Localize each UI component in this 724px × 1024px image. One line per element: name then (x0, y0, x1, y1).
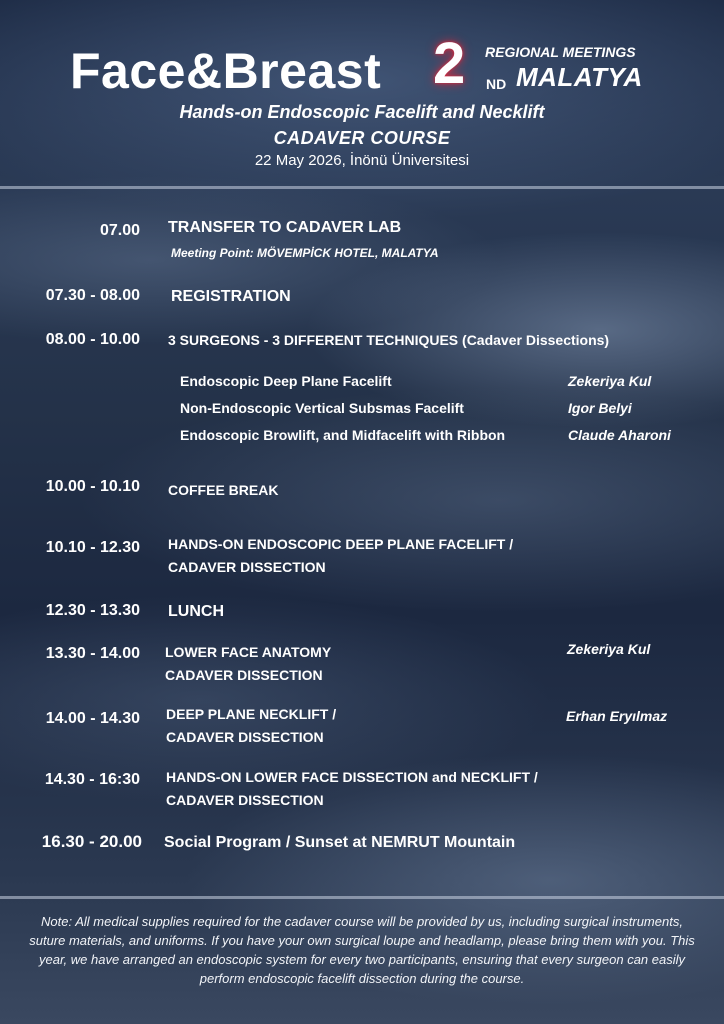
speaker-2: Igor Belyi (568, 400, 632, 416)
speaker-1: Zekeriya Kul (568, 373, 652, 389)
time-s10: 16.30 - 20.00 (41, 832, 142, 851)
title-s8-line2: CADAVER DISSECTION (166, 729, 324, 745)
logo-title: Face&Breast (70, 43, 382, 99)
course-title: CADAVER COURSE (273, 128, 451, 148)
time-s8: 14.00 - 14.30 (45, 710, 140, 727)
logo-regional: REGIONAL MEETINGS (485, 44, 636, 60)
logo-number: 2 (433, 31, 466, 96)
technique-3: Endoscopic Browlift, and Midfacelift with Ribbon (180, 427, 506, 443)
title-s7-line2: CADAVER DISSECTION (165, 667, 323, 683)
title-s7-line1: LOWER FACE ANATOMY (165, 644, 332, 660)
title-s9-line1: HANDS-ON LOWER FACE DISSECTION and NECKLIFT / (166, 769, 538, 785)
time-s6: 12.30 - 13.30 (45, 602, 140, 619)
title-s9-line2: CADAVER DISSECTION (166, 792, 324, 808)
speaker-3: Claude Aharoni (568, 427, 671, 443)
title-s4: COFFEE BREAK (168, 482, 279, 498)
event-date: 22 May 2026, İnönü Üniversitesi (254, 152, 470, 169)
top-divider (0, 186, 724, 189)
title-s10: Social Program / Sunset at NEMRUT Mountain (164, 834, 516, 851)
logo-city: MALATYA (516, 62, 643, 92)
time-s9: 14.30 - 16:30 (44, 771, 140, 788)
time-s7: 13.30 - 14.00 (45, 645, 140, 662)
technique-1: Endoscopic Deep Plane Facelift (180, 373, 392, 389)
title-s5-line2: CADAVER DISSECTION (168, 559, 326, 575)
header (0, 0, 724, 186)
title-s3: 3 SURGEONS - 3 DIFFERENT TECHNIQUES (Cadaver Dissections) (168, 332, 610, 348)
footer-note: Note: All medical supplies required for the cadaver course will be provided by us, including surgical instruments, suture materials, and uniforms. If you have your own surgical loupe and headlamp, please bring them with you. This year, we have arranged an endoscopic system for every two participants, ensuring that every surgeon can easily perform endoscopic facelift dissection during the course. (29, 914, 695, 986)
logo-suffix: ND (486, 76, 507, 92)
title-s5-line1: HANDS-ON ENDOSCOPIC DEEP PLANE FACELIFT / (168, 536, 514, 552)
detail-s1: Meeting Point: MÖVEMPİCK HOTEL, MALATYA (171, 246, 439, 260)
time-s4: 10.00 - 10.10 (45, 478, 140, 495)
time-s1: 07.00 (99, 222, 140, 239)
title-s1: TRANSFER TO CADAVER LAB (168, 219, 402, 236)
bottom-divider (0, 896, 724, 899)
time-s5: 10.10 - 12.30 (45, 539, 140, 556)
time-s3: 08.00 - 10.00 (45, 331, 140, 348)
course-subtitle: Hands-on Endoscopic Facelift and Necklift (179, 102, 545, 122)
speaker-s7: Zekeriya Kul (567, 641, 651, 657)
title-s6: LUNCH (168, 603, 224, 620)
title-s8-line1: DEEP PLANE NECKLIFT / (166, 706, 337, 722)
time-s2: 07.30 - 08.00 (45, 287, 140, 304)
speaker-s8: Erhan Eryılmaz (566, 708, 668, 724)
technique-2: Non-Endoscopic Vertical Subsmas Facelift (180, 400, 464, 416)
title-s2: REGISTRATION (171, 288, 291, 305)
